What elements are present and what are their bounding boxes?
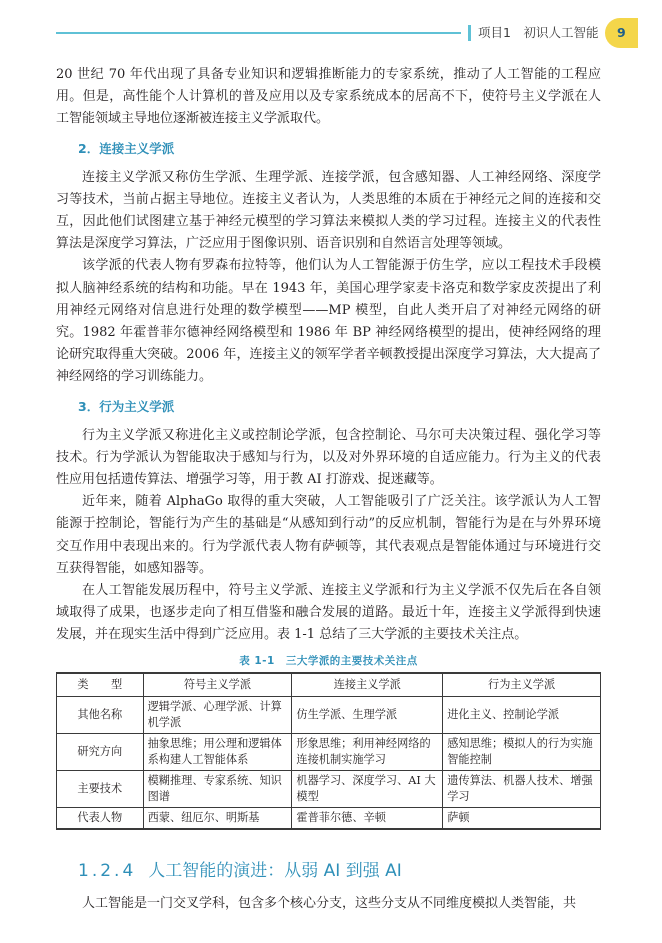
- table-header-cell: 符号主义学派: [143, 673, 292, 697]
- chapter-title: 项目1 初识人工智能: [478, 25, 599, 40]
- paragraph-ai-branches: 人工智能是一门交叉学科，包含多个核心分支，这些分支从不同维度模拟人类智能，共: [82, 895, 577, 911]
- table-cell: 代表人物: [57, 807, 144, 829]
- paragraph-expert-systems: 20 世纪 70 年代出现了具备专业知识和逻辑推断能力的专家系统，推动了人工智能的工程应用。但是，高性能个人计算机的普及应用以及专家系统成本的居高不下，使符号主义学派在人工智能领域主导地位逐渐被连接主义学派取代。: [56, 67, 601, 127]
- section-heading: [78, 856, 601, 881]
- header-separator: [468, 25, 471, 41]
- schools-table: [56, 672, 601, 830]
- table-cell: 感知思维；模拟人的行为实施智能控制: [443, 733, 601, 770]
- section-number: 1.2.4: [78, 860, 137, 881]
- paragraph-connectionism-intro: 连接主义学派又称仿生学派、生理学派、连接学派，包含感知器、人工神经网络、深度学习等技术，当前占据主导地位。连接主义者认为，人类思维的本质在于神经元之间的连接和交互，因此他们试图建立基于神经元模型的学习算法来模拟人类的学习过程。连接主义的代表性算法是深度学习算法，广泛应用于图像识别、语音识别和自然语言处理等领域。: [56, 169, 601, 252]
- table-cell: 仿生学派、生理学派: [292, 696, 443, 733]
- table-cell: 抽象思维；用公理和逻辑体系构建人工智能体系: [143, 733, 292, 770]
- page-number: 9: [617, 25, 626, 40]
- page-body: [56, 64, 601, 915]
- table-cell: 逻辑学派、心理学派、计算机学派: [143, 696, 292, 733]
- heading-behaviorism: 3．行为主义学派: [78, 398, 175, 414]
- table-cell: 模糊推理、专家系统、知识图谱: [143, 770, 292, 807]
- paragraph-behaviorism-intro: 行为主义学派又称进化主义或控制论学派，包含控制论、马尔可夫决策过程、强化学习等技术。行为学派认为智能取决于感知与行为，以及对外界环境的自适应能力。行为主义的代表性应用包括遗传算法、增强学习等，用于教 AI 打游戏、捉迷藏等。: [56, 427, 601, 488]
- table-row: [57, 770, 601, 807]
- table-header-cell: 行为主义学派: [443, 673, 601, 697]
- table-row: [57, 807, 601, 829]
- table-row: [57, 696, 601, 733]
- table-cell: 研究方向: [57, 733, 144, 770]
- paragraph-behaviorism-alphago: 近年来，随着 AlphaGo 取得的重大突破，人工智能吸引了广泛关注。该学派认为人工智能源于控制论，智能行为产生的基础是“从感知到行动”的反应机制，智能行为是在与外界环境交互作用中表现出来的。行为学派代表人物有萨顿等，其代表观点是智能体通过与环境进行交互获得智能，如感知器等。: [56, 494, 601, 576]
- table-cell: 霍普菲尔德、辛顿: [292, 807, 443, 829]
- table-cell: 遗传算法、机器人技术、增强学习: [443, 770, 601, 807]
- heading-connectionism: 2．连接主义学派: [78, 140, 175, 156]
- table-cell: 形象思维；利用神经网络的连接机制实施学习: [292, 733, 443, 770]
- page-header: [0, 18, 662, 48]
- table-cell: 萨顿: [443, 807, 601, 829]
- table-header-row: [57, 673, 601, 697]
- table-row: [57, 733, 601, 770]
- table-cell: 西蒙、纽厄尔、明斯基: [143, 807, 292, 829]
- table-cell: 机器学习、深度学习、AI 大模型: [292, 770, 443, 807]
- table-cell: 进化主义、控制论学派: [443, 696, 601, 733]
- table-caption: 表 1-1 三大学派的主要技术关注点: [239, 654, 418, 667]
- header-rule: [56, 32, 461, 34]
- paragraph-connectionism-history: 该学派的代表人物有罗森布拉特等，他们认为人工智能源于仿生学，应以工程技术手段模拟人脑神经系统的结构和功能。早在 1943 年，美国心理学家麦卡洛克和数学家皮茨提出了利用神经元网络对信息进行处理的数学模型——MP 模型，自此人类开启了对神经元网络的研究。1982 年霍普菲尔德神经网络模型和 1986 年 BP 神经网络模型的提出，使神经网络的理论研究取得重大突破。2006 年，连接主义的领军学者辛顿教授提出深度学习算法，大大提高了神经网络的学习训练能力。: [56, 258, 601, 385]
- table-cell: 其他名称: [57, 696, 144, 733]
- table-cell: 主要技术: [57, 770, 144, 807]
- section-title: 人工智能的演进：从弱 AI 到强 AI: [148, 860, 402, 881]
- table-header-cell: 类 型: [57, 673, 144, 697]
- table-header-cell: 连接主义学派: [292, 673, 443, 697]
- paragraph-schools-summary: 在人工智能发展历程中，符号主义学派、连接主义学派和行为主义学派不仅先后在各自领域取得了成果，也逐步走向了相互借鉴和融合发展的道路。最近十年，连接主义学派得到快速发展，并在现实生活中得到广泛应用。表 1-1 总结了三大学派的主要技术关注点。: [56, 583, 601, 643]
